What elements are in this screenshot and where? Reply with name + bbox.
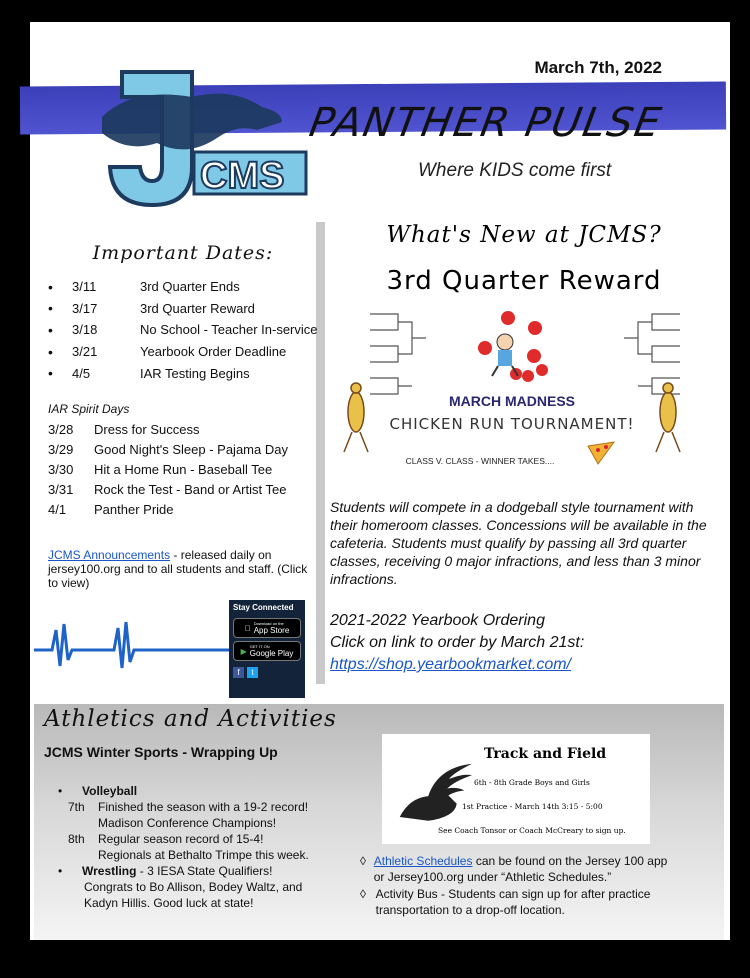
schedules-text: can be found on the Jersey 100 app or Jersey100.org under “Athletic Schedules.” bbox=[373, 854, 668, 884]
event-label: Hit a Home Run - Baseball Tee bbox=[94, 462, 273, 478]
chicken-left-icon bbox=[344, 383, 368, 452]
list-item bbox=[48, 319, 318, 341]
list-item bbox=[48, 440, 318, 460]
app-store-button[interactable]: Download on the App Store bbox=[233, 618, 301, 638]
dodgeballs-icon bbox=[478, 311, 548, 382]
winged-shoe-icon bbox=[390, 760, 476, 836]
result-text: Congrats to Bo Allison, Bodey Waltz, and bbox=[84, 880, 303, 894]
stay-connected-title: Stay Connected bbox=[233, 603, 294, 612]
newsletter-title: PANTHER PULSE bbox=[305, 100, 667, 146]
yearbook-title: 2021-2022 Yearbook Ordering bbox=[330, 612, 545, 629]
play-icon: ▶ bbox=[240, 646, 247, 656]
facebook-icon[interactable]: f bbox=[233, 667, 244, 678]
tourney-line-1: MARCH MADNESS bbox=[449, 393, 575, 409]
wrestling-text: - 3 IESA State Qualifiers! bbox=[136, 864, 273, 878]
list-item bbox=[58, 799, 358, 815]
list-item bbox=[48, 362, 318, 384]
yearbook-subtitle: Click on link to order by March 21st: bbox=[330, 634, 585, 651]
announcements-note bbox=[48, 548, 318, 590]
list-item bbox=[48, 276, 318, 298]
activity-notes bbox=[360, 853, 680, 919]
chicken-right-icon bbox=[656, 383, 680, 452]
google-play-button[interactable]: ▶ GET IT ON Google Play bbox=[233, 641, 301, 661]
apple-icon bbox=[245, 624, 251, 633]
list-item bbox=[58, 783, 358, 799]
event-label: IAR Testing Begins bbox=[140, 365, 250, 381]
date-label: 3/18 bbox=[72, 322, 98, 338]
social-links bbox=[233, 667, 301, 678]
athletics-title: Athletics and Activities bbox=[44, 706, 337, 732]
wrestling-label: Wrestling bbox=[82, 864, 137, 878]
list-item bbox=[58, 863, 358, 879]
diamond-bullet-icon: ◊ bbox=[360, 887, 366, 901]
pizza-icon bbox=[588, 442, 614, 464]
track-field-flyer bbox=[382, 734, 650, 844]
tagline: Where KIDS come first bbox=[418, 160, 612, 181]
result-text: Finished the season with a 19-2 record! bbox=[98, 800, 309, 814]
event-label: Good Night's Sleep - Pajama Day bbox=[94, 442, 288, 458]
event-label: 3rd Quarter Reward bbox=[140, 300, 255, 316]
grade-label: 7th bbox=[68, 800, 85, 814]
date-label: 3/11 bbox=[72, 279, 97, 295]
result-text: Regionals at Bethalto Trimpe this week. bbox=[98, 848, 309, 862]
heartbeat-icon bbox=[34, 616, 234, 676]
yearbook-link[interactable]: https://shop.yearbookmarket.com/ bbox=[330, 656, 571, 673]
result-text: Madison Conference Champions! bbox=[98, 816, 277, 830]
list-item bbox=[48, 500, 318, 520]
tourney-line-3: CLASS V. CLASS - WINNER TAKES.... bbox=[405, 456, 555, 466]
date-label: 3/28 bbox=[48, 422, 74, 438]
announcements-text: - released daily on jersey100.org and to all students and staff. (Click to view) bbox=[48, 547, 308, 590]
event-label: 3rd Quarter Ends bbox=[140, 279, 240, 295]
event-label: Rock the Test - Band or Artist Tee bbox=[94, 482, 287, 498]
important-dates-title: Important Dates: bbox=[92, 242, 274, 264]
event-label: Yearbook Order Deadline bbox=[140, 344, 287, 360]
left-column bbox=[48, 232, 318, 590]
bottom-border bbox=[0, 940, 750, 978]
result-text: Regular season record of 15-4! bbox=[98, 832, 264, 846]
date-label: 4/5 bbox=[72, 365, 91, 381]
diamond-bullet-icon: ◊ bbox=[360, 854, 366, 868]
event-label: Panther Pride bbox=[94, 502, 174, 518]
tourney-line-2: CHICKEN RUN TOURNAMENT! bbox=[389, 415, 635, 433]
reward-title: 3rd Quarter Reward bbox=[386, 266, 662, 296]
date-label: 3/17 bbox=[72, 300, 98, 316]
list-item bbox=[48, 298, 318, 320]
bullet-icon: • bbox=[48, 300, 53, 317]
bullet-icon: • bbox=[58, 784, 63, 798]
panther-icon bbox=[102, 94, 282, 150]
bullet-icon: • bbox=[48, 343, 53, 360]
spirit-days-title: IAR Spirit Days bbox=[48, 401, 130, 416]
reward-description: Students will compete in a dodgeball style tournament with their homeroom classes. Concessions will be available in the cafeteria. Students must qualify by passing all 3rd quarter classes, receiving 0 major infractions, and less than 3 minor infractions. bbox=[330, 499, 707, 587]
bullet-icon: • bbox=[48, 321, 53, 338]
twitter-icon[interactable]: t bbox=[247, 667, 258, 678]
player-icon bbox=[492, 334, 518, 376]
date-label: 4/1 bbox=[48, 502, 67, 518]
logo-cms-text: CMS bbox=[200, 155, 285, 197]
result-text: Kadyn Hillis. Good luck at state! bbox=[84, 896, 254, 910]
list-item bbox=[360, 886, 680, 918]
grade-label: 8th bbox=[68, 832, 85, 846]
important-dates-list bbox=[48, 276, 318, 384]
track-title: Track and Field bbox=[484, 746, 607, 762]
winter-sports-list bbox=[58, 783, 358, 911]
volleyball-label: Volleyball bbox=[82, 784, 138, 798]
bracket-right-icon bbox=[624, 314, 680, 394]
stay-connected-panel bbox=[229, 600, 305, 698]
track-line-1: 6th - 8th Grade Boys and Girls bbox=[474, 778, 590, 787]
date-label: 3/21 bbox=[72, 344, 98, 360]
bracket-left-icon bbox=[370, 314, 426, 394]
event-label: No School - Teacher In-service bbox=[140, 322, 318, 338]
athletic-schedules-link[interactable]: Athletic Schedules bbox=[373, 854, 473, 868]
bus-text: Activity Bus - Students can sign up for after practice transportation to a drop-off location. bbox=[375, 887, 651, 917]
list-item bbox=[360, 853, 680, 885]
date-label: 3/29 bbox=[48, 442, 74, 458]
tournament-graphic bbox=[330, 308, 720, 478]
list-item bbox=[48, 420, 318, 440]
announcements-link[interactable]: JCMS Announcements bbox=[48, 547, 171, 562]
list-item bbox=[48, 341, 318, 363]
bullet-icon: • bbox=[48, 365, 53, 382]
right-column bbox=[328, 222, 720, 296]
track-line-3: See Coach Tonsor or Coach McCreary to sign up. bbox=[438, 826, 626, 835]
spirit-days-list bbox=[48, 420, 318, 520]
date-label: 3/30 bbox=[48, 462, 74, 478]
yearbook-section bbox=[330, 610, 722, 676]
list-item bbox=[48, 460, 318, 480]
track-line-2: 1st Practice - March 14th 3:15 - 5:00 bbox=[462, 802, 603, 811]
list-item bbox=[58, 831, 358, 847]
issue-date: March 7th, 2022 bbox=[534, 58, 662, 77]
whats-new-title: What's New at JCMS? bbox=[386, 222, 662, 248]
bullet-icon: • bbox=[48, 278, 53, 295]
date-label: 3/31 bbox=[48, 482, 74, 498]
bullet-icon: • bbox=[58, 864, 63, 878]
list-item bbox=[48, 480, 318, 500]
athletics-subtitle: JCMS Winter Sports - Wrapping Up bbox=[44, 744, 278, 760]
jcms-panther-logo bbox=[82, 62, 312, 212]
event-label: Dress for Success bbox=[94, 422, 200, 438]
